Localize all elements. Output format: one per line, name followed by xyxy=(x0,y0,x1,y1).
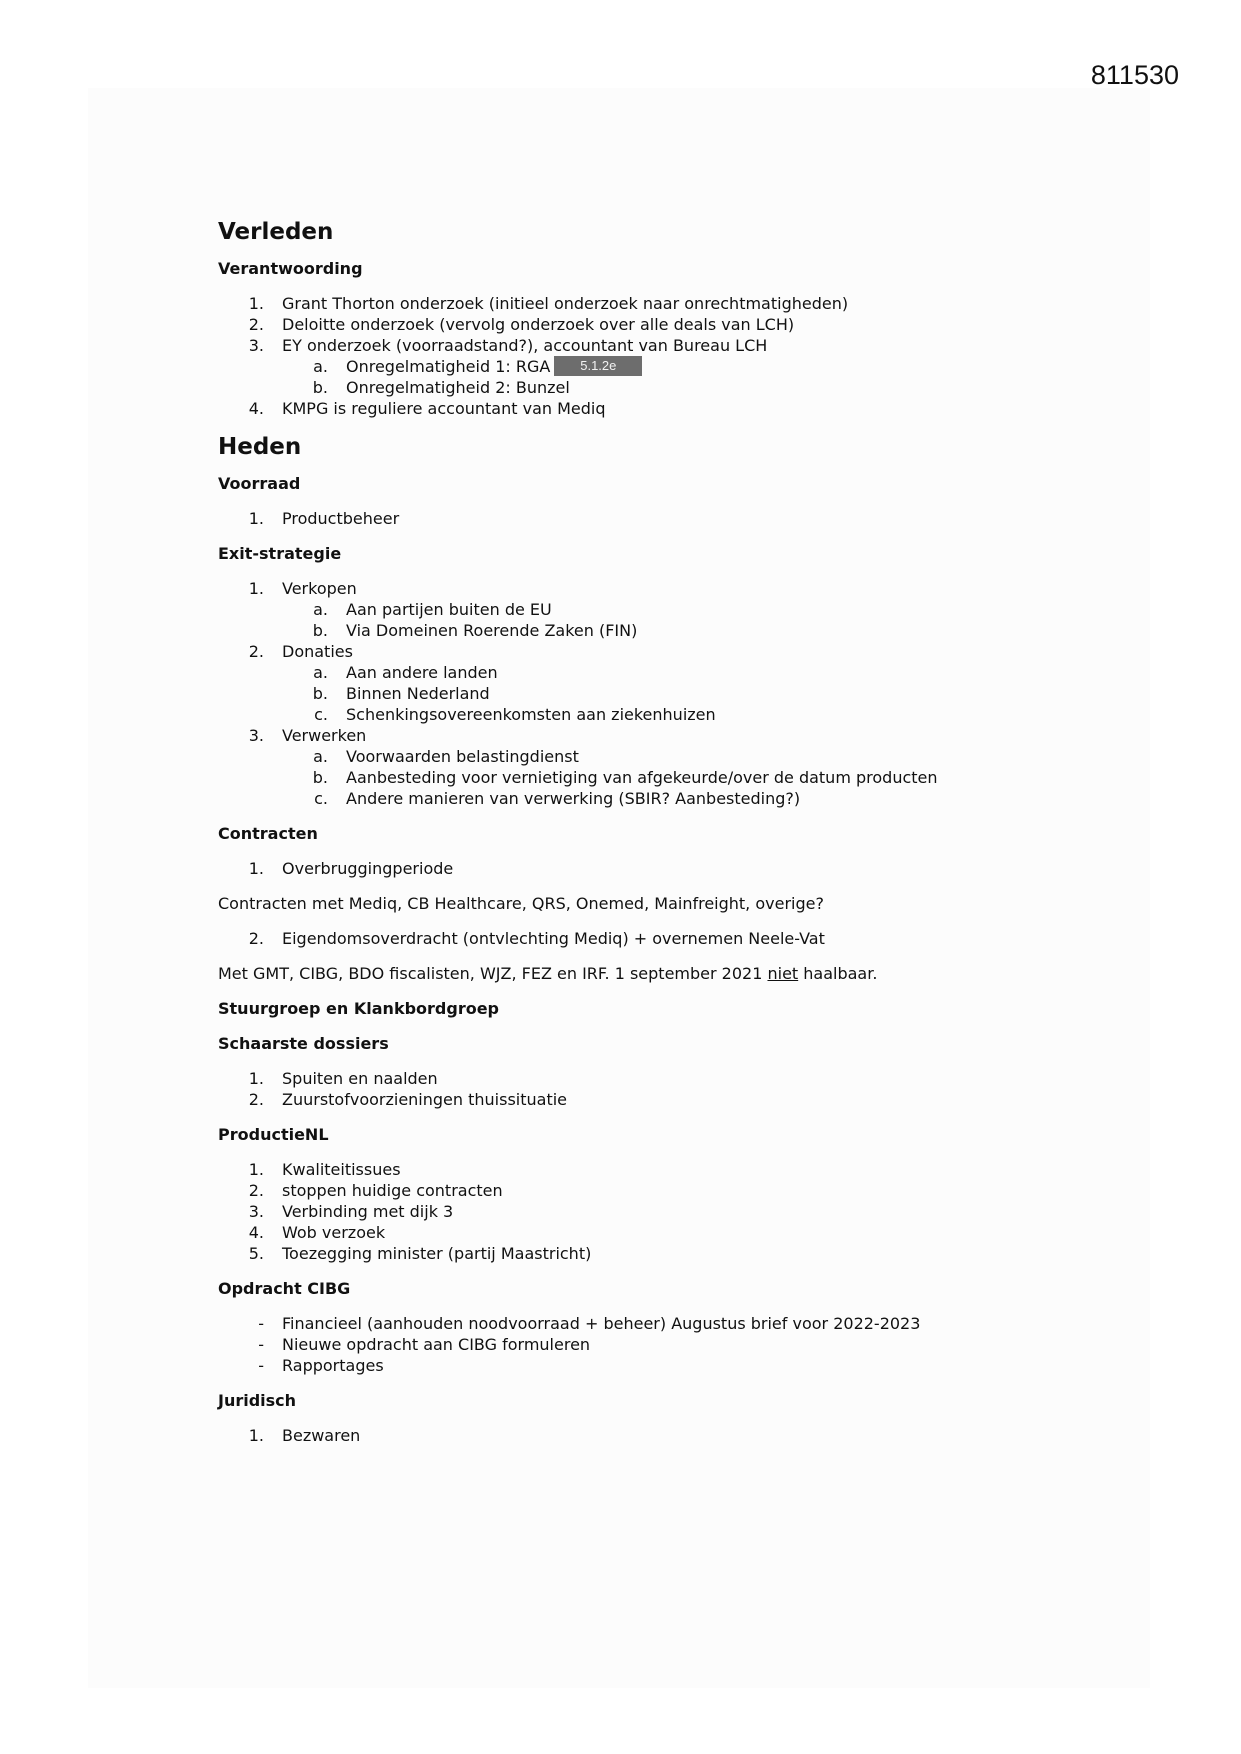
list-item: - Nieuwe opdracht aan CIBG formuleren xyxy=(258,1335,591,1354)
document-id: 811530 xyxy=(1090,60,1179,90)
heading-productienl: ProductieNL xyxy=(218,1125,329,1144)
heading-voorraad: Voorraad xyxy=(218,474,301,493)
list-subitem: c. Schenkingsovereenkomsten aan ziekenhuizen xyxy=(314,705,716,724)
list-item: 1. Verkopen xyxy=(248,579,357,598)
heading-exit-strategie: Exit-strategie xyxy=(218,544,342,563)
list-item: 1. Kwaliteitissues xyxy=(248,1160,401,1179)
list-item: 1. Grant Thorton onderzoek (initieel onderzoek naar onrechtmatigheden) xyxy=(248,294,849,313)
list-subitem: b. Onregelmatigheid 2: Bunzel xyxy=(312,378,570,397)
list-item: 2. stoppen huidige contracten xyxy=(248,1181,503,1200)
list-contracten-2 xyxy=(218,928,1118,949)
list-subitem: b. Aanbesteding voor vernietiging van afgekeurde/over de datum producten xyxy=(312,768,938,787)
list-schaarste xyxy=(218,1068,1118,1110)
list-verantwoording xyxy=(218,293,1118,419)
list-item: 3. Verwerken xyxy=(248,726,367,745)
list-subitem: a. Aan partijen buiten de EU xyxy=(313,600,552,619)
list-item: 1. Productbeheer xyxy=(248,509,400,528)
list-subitem: c. Andere manieren van verwerking (SBIR? Aanbesteding?) xyxy=(314,789,801,808)
paragraph-haalbaarheid: Met GMT, CIBG, BDO fiscalisten, WJZ, FEZ en IRF. 1 september 2021 niet haalbaar. xyxy=(218,964,878,983)
heading-heden: Heden xyxy=(218,434,302,460)
list-item: 4. Wob verzoek xyxy=(248,1223,386,1242)
paragraph-contracten-partijen: Contracten met Mediq, CB Healthcare, QRS, Onemed, Mainfreight, overige? xyxy=(218,894,824,913)
list-item: 2. Zuurstofvoorzieningen thuissituatie xyxy=(248,1090,568,1109)
heading-schaarste: Schaarste dossiers xyxy=(218,1034,389,1053)
list-juridisch xyxy=(218,1425,1118,1446)
heading-verleden: Verleden xyxy=(218,219,334,245)
list-item: 3. Verbinding met dijk 3 xyxy=(248,1202,454,1221)
list-item: 3. EY onderzoek (voorraadstand?), accountant van Bureau LCH xyxy=(248,336,768,355)
list-item: 1. Bezwaren xyxy=(248,1426,361,1445)
heading-contracten: Contracten xyxy=(218,824,318,843)
list-productienl xyxy=(218,1159,1118,1264)
list-item: 1. Overbruggingperiode xyxy=(248,859,454,878)
list-item: 1. Spuiten en naalden xyxy=(248,1069,438,1088)
list-subitem: b. Binnen Nederland xyxy=(312,684,490,703)
heading-verantwoording: Verantwoording xyxy=(218,259,363,278)
document-body xyxy=(218,218,1118,1460)
list-item: 2. Deloitte onderzoek (vervolg onderzoek over alle deals van LCH) xyxy=(248,315,795,334)
underlined-word: niet xyxy=(767,964,799,983)
list-subitem: a. Onregelmatigheid 1: RGA 5.1.2e xyxy=(282,356,1118,377)
redaction-label: 5.1.2e xyxy=(554,356,642,376)
list-exit-strategie xyxy=(218,578,1118,809)
list-item: 4. KMPG is reguliere accountant van Mediq xyxy=(248,399,606,418)
list-subitem: a. Aan andere landen xyxy=(313,663,498,682)
heading-juridisch: Juridisch xyxy=(218,1391,297,1410)
list-item: - Rapportages xyxy=(258,1356,384,1375)
list-item: 2. Eigendomsoverdracht (ontvlechting Mediq) + overnemen Neele-Vat xyxy=(248,929,825,948)
list-subitem: a. Voorwaarden belastingdienst xyxy=(313,747,579,766)
heading-stuurgroep: Stuurgroep en Klankbordgroep xyxy=(218,999,500,1018)
list-subitem: b. Via Domeinen Roerende Zaken (FIN) xyxy=(312,621,638,640)
list-item: 5. Toezegging minister (partij Maastricht) xyxy=(248,1244,592,1263)
list-item: - Financieel (aanhouden noodvoorraad + beheer) Augustus brief voor 2022-2023 xyxy=(258,1314,921,1333)
list-voorraad xyxy=(218,508,1118,529)
heading-opdracht-cibg: Opdracht CIBG xyxy=(218,1279,351,1298)
list-opdracht-cibg xyxy=(218,1313,1118,1376)
list-contracten-1 xyxy=(218,858,1118,879)
list-item: 2. Donaties xyxy=(248,642,353,661)
